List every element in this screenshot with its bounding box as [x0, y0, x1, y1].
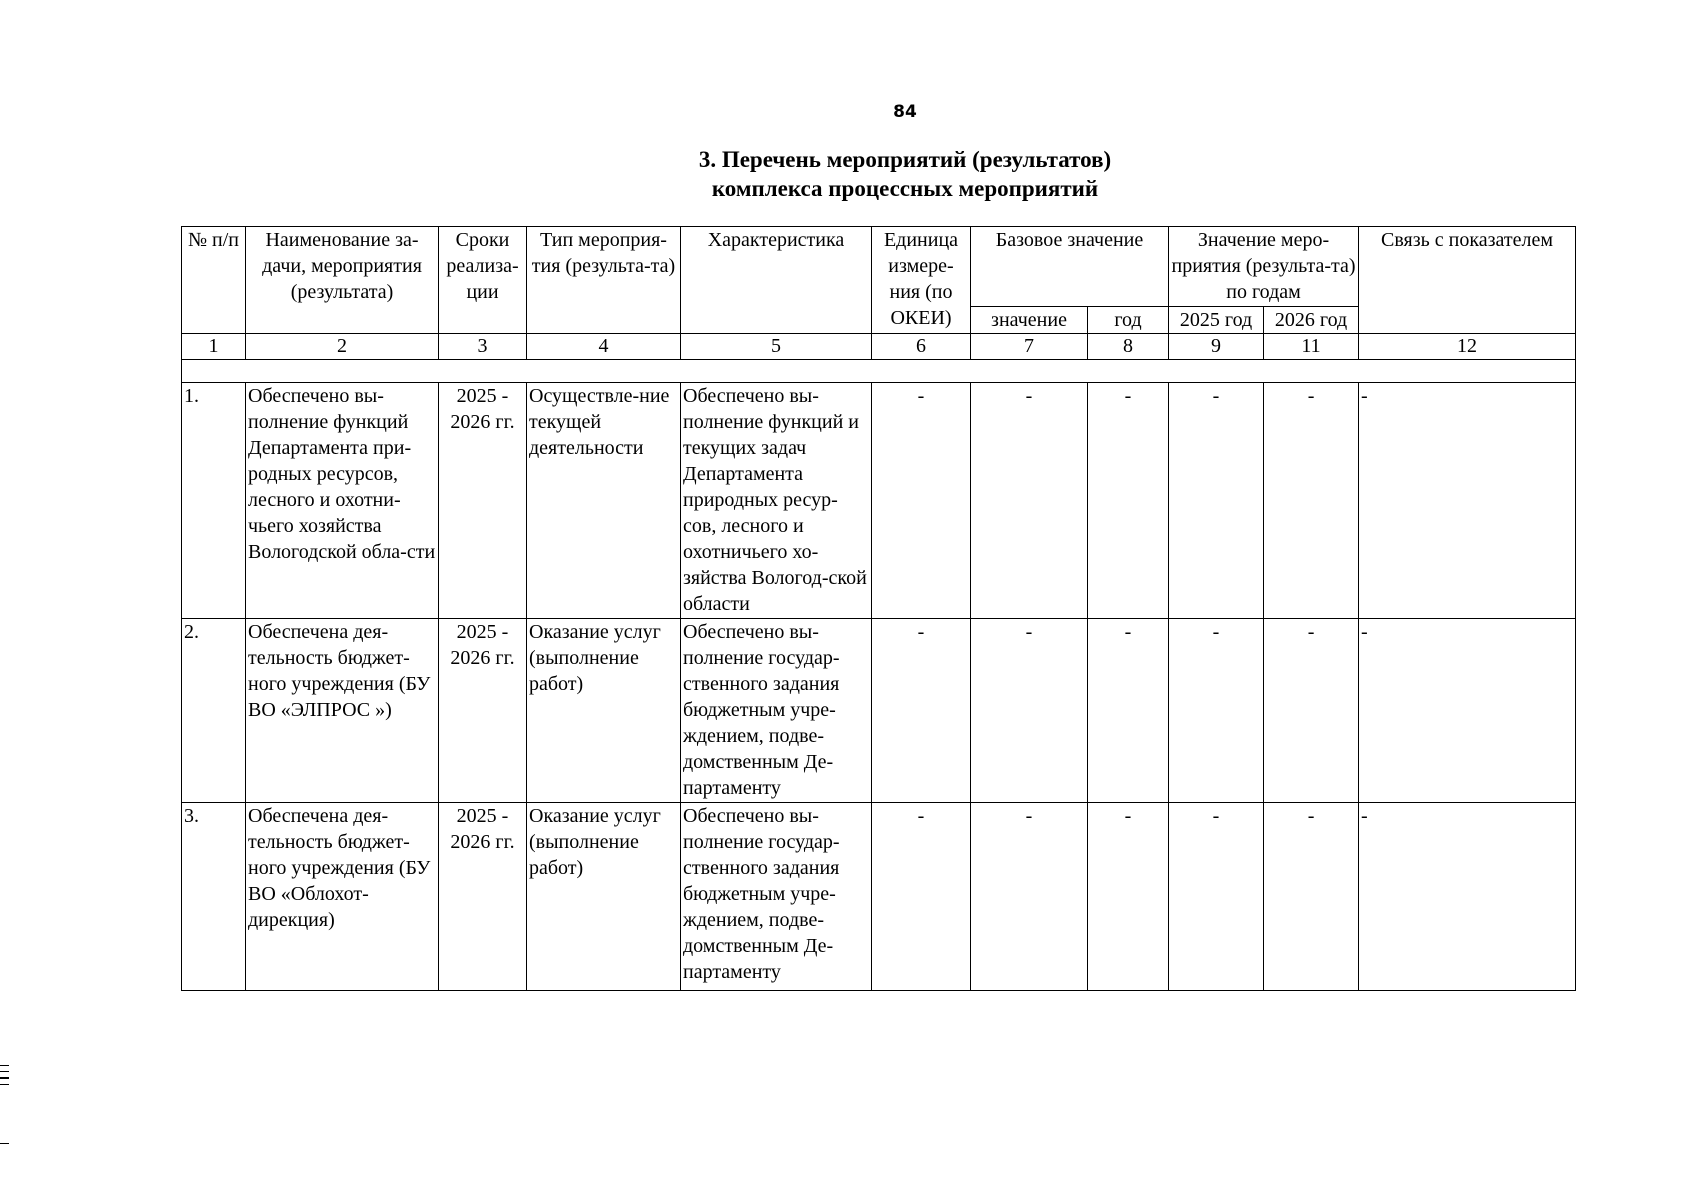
page-title [0, 145, 1697, 203]
row-characteristic: Обеспечено вы-полнение функций и текущих задач Департамента природных ресур-сов, лесного и охотничьего хо-зяйства Вологод-ской области [681, 383, 872, 619]
column-number: 5 [681, 334, 872, 360]
header-name: Наименование за-дачи, мероприятия (результата) [246, 227, 439, 334]
row-name: Обеспечена дея-тельность бюджет-ного учреждения (БУ ВО «Облохот-дирекция) [246, 803, 439, 991]
row-value-2025: - [1169, 383, 1264, 619]
row-unit: - [872, 803, 971, 991]
row-name: Обеспечена дея-тельность бюджет-ного учреждения (БУ ВО «ЭЛПРОС ») [246, 619, 439, 803]
row-link: - [1359, 619, 1576, 803]
row-characteristic: Обеспечено вы-полнение государ-ственного задания бюджетным учре-ждением, подве-домственным Де-партаменту [681, 803, 872, 991]
row-num: 2. [182, 619, 246, 803]
column-number: 3 [439, 334, 527, 360]
header-year-2026: 2026 год [1264, 307, 1359, 334]
row-unit: - [872, 619, 971, 803]
row-characteristic: Обеспечено вы-полнение государ-ственного задания бюджетным учре-ждением, подве-домственным Де-партаменту [681, 619, 872, 803]
margin-scan-marks [0, 1065, 10, 1149]
column-number: 4 [527, 334, 681, 360]
row-num: 1. [182, 383, 246, 619]
header-type: Тип мероприя-тия (результа-та) [527, 227, 681, 334]
column-number: 8 [1088, 334, 1169, 360]
row-type: Оказание услуг (выполнение работ) [527, 803, 681, 991]
title-line-1: 3. Перечень мероприятий (результатов) [698, 147, 1112, 172]
header-base-value: значение [971, 307, 1088, 334]
row-base-year: - [1088, 803, 1169, 991]
column-number: 6 [872, 334, 971, 360]
row-link: - [1359, 803, 1576, 991]
row-base-value: - [971, 619, 1088, 803]
empty-row [182, 360, 1576, 383]
page-number: 84 [893, 102, 917, 122]
table-row [182, 619, 1576, 803]
column-number: 12 [1359, 334, 1576, 360]
row-num: 3. [182, 803, 246, 991]
row-value-2026: - [1264, 383, 1359, 619]
row-period: 2025 - 2026 гг. [439, 383, 527, 619]
row-unit: - [872, 383, 971, 619]
header-num: № п/п [182, 227, 246, 334]
row-base-value: - [971, 803, 1088, 991]
header-link: Связь с показателем [1359, 227, 1576, 334]
row-link: - [1359, 383, 1576, 619]
header-unit: Единица измере-ния (по ОКЕИ) [872, 227, 971, 334]
table-row [182, 383, 1576, 619]
row-value-2026: - [1264, 803, 1359, 991]
row-type: Оказание услуг (выполнение работ) [527, 619, 681, 803]
column-numbers-row [182, 334, 1576, 360]
column-number: 9 [1169, 334, 1264, 360]
row-value-2026: - [1264, 619, 1359, 803]
measures-table [181, 226, 1576, 991]
header-base-value-group: Базовое значение [971, 227, 1169, 307]
row-period: 2025 - 2026 гг. [439, 803, 527, 991]
row-base-year: - [1088, 383, 1169, 619]
row-name: Обеспечено вы-полнение функций Департамента при-родных ресурсов, лесного и охотни-чьего хозяйства Вологодской обла-сти [246, 383, 439, 619]
header-year-2025: 2025 год [1169, 307, 1264, 334]
header-period: Сроки реализа-ции [439, 227, 527, 334]
row-base-year: - [1088, 619, 1169, 803]
row-value-2025: - [1169, 803, 1264, 991]
row-type: Осуществле-ние текущей деятельности [527, 383, 681, 619]
column-number: 2 [246, 334, 439, 360]
row-period: 2025 - 2026 гг. [439, 619, 527, 803]
column-number: 11 [1264, 334, 1359, 360]
header-base-year: год [1088, 307, 1169, 334]
row-value-2025: - [1169, 619, 1264, 803]
table-row [182, 803, 1576, 991]
row-base-value: - [971, 383, 1088, 619]
title-line-2: комплекса процессных мероприятий [711, 176, 1099, 201]
column-number: 7 [971, 334, 1088, 360]
header-characteristic: Характеристика [681, 227, 872, 334]
header-value-group: Значение меро-приятия (результа-та) по годам [1169, 227, 1359, 307]
column-number: 1 [182, 334, 246, 360]
